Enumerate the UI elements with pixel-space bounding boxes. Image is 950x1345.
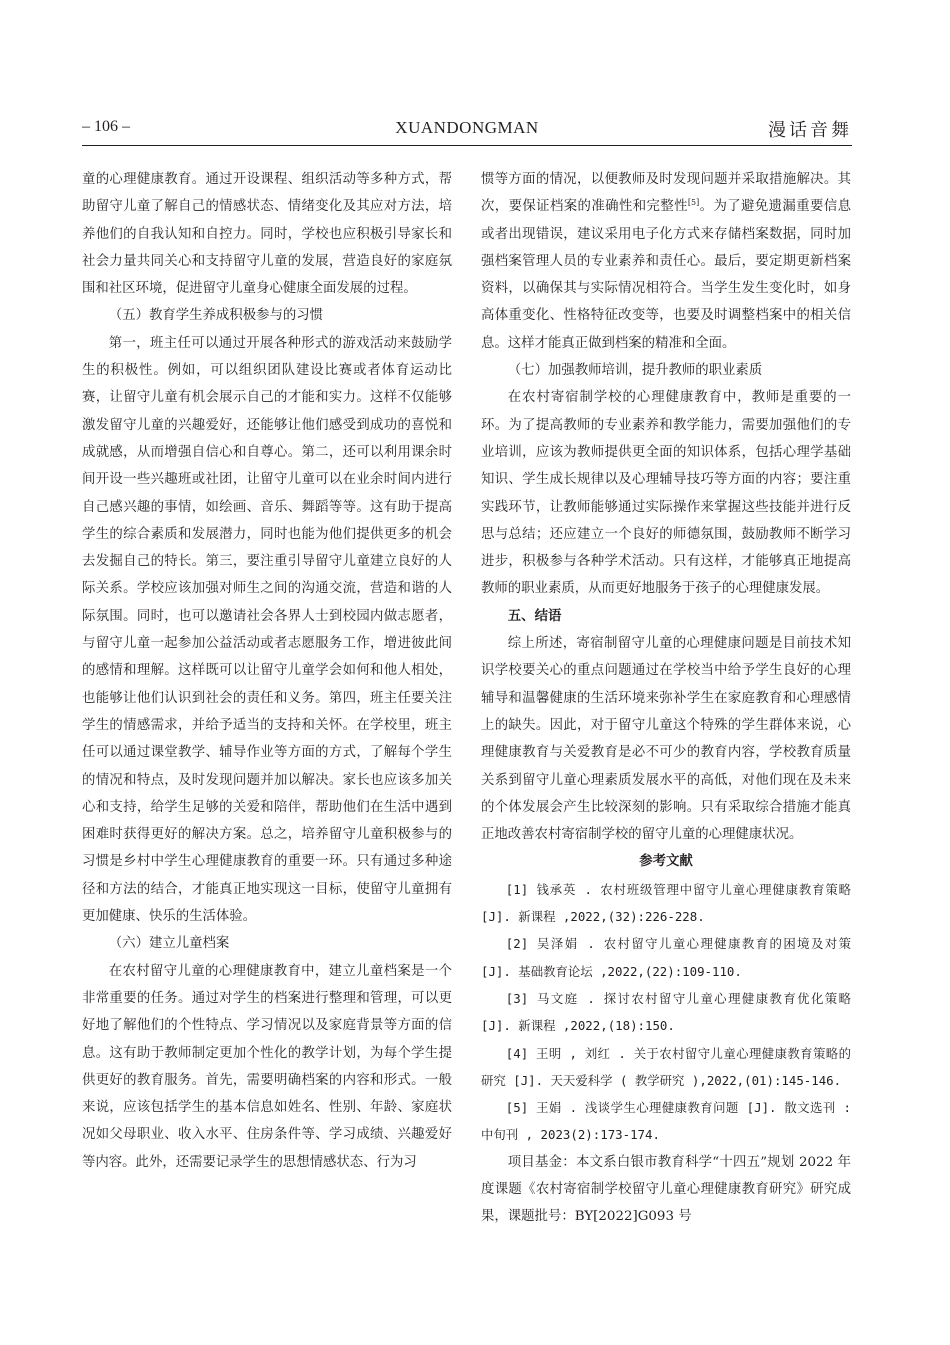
page-header	[82, 118, 852, 142]
section-heading: （七）加强教师培训，提升教师的职业素质	[507, 363, 763, 379]
paragraph: 第一，班主任可以通过开展各种形式的游戏活动来鼓励学生的积极性。例如，可以组织团队建设比赛或者体育运动比赛，让留守儿童有机会展示自己的才能和实力。这样不仅能够激发留守儿童的兴趣爱好，还能够让他们感受到成功的喜悦和成就感，从而增强自信心和自尊心。第二，还可以利用课余时间开设一些兴趣班或社团，让留守儿童可以在业余时间内进行自己感兴趣的事情，如绘画、音乐、舞蹈等等。这有助于提高学生的综合素质和发展潜力，同时也能为他们提供更多的机会去发掘自己的特长。第三，要注重引导留守儿童建立良好的人际关系。学校应该加强对师生之间的沟通交流，营造和谐的人际氛围。同时，也可以邀请社会各界人士到校园内做志愿者，与留守儿童一起参加公益活动或者志愿服务工作，增进彼此间的感情和理解。这样既可以让留守儿童学会如何和他人相处，也能够让他们认识到社会的责任和义务。第四，班主任要关注学生的情感需求，并给予适当的支持和关怀。在学校里，班主任可以通过课堂教学、辅导作业等方面的方式，了解每个学生的情况和特点，及时发现问题并加以解决。家长也应该多加关心和支持，给学生足够的关爱和陪伴，帮助他们在生活中遇到困难时获得更好的解决方案。总之，培养留守儿童积极参与的习惯是乡村中学生心理健康教育的重要一环。只有通过多种途径和方法的结合，才能真正地实现这一目标，使留守儿童拥有更加健康、快乐的生活体验。	[82, 335, 452, 925]
section-title: 漫话音舞	[768, 120, 852, 141]
header-rule	[82, 145, 852, 146]
funding-note: 项目基金：本文系白银市教育科学“十四五”规划 2022 年度课题《农村寄宿制学校留守儿童心理健康教育研究》研究成果，课题批号：BY[2022]G093 号	[481, 1154, 851, 1225]
references-heading: 参考文献	[639, 853, 693, 870]
right-column	[481, 166, 851, 1231]
section-heading: （五）教育学生养成积极参与的习惯	[108, 308, 324, 324]
page-number: – 106 –	[82, 118, 130, 135]
citation-marker: [5]	[687, 198, 700, 208]
reference-item: [4] 王明 , 刘红 . 关于农村留守儿童心理健康教育策略的研究 [J]. 天天爱科学 ( 教学研究 ),2022,(01):145-146.	[481, 1045, 851, 1088]
left-column	[82, 166, 452, 1176]
reference-item: [5] 王娟 . 浅谈学生心理健康教育问题 [J]. 散文选刊 : 中旬刊 , 2023(2):173-174.	[481, 1100, 851, 1143]
paragraph-text: 。为了避免遗漏重要信息或者出现错误，建议采用电子化方式来存储档案数据，同时加强档案管理人员的专业素养和责任心。最后，要定期更新档案资料，以确保其与实际情况相符合。当学生发生变化时，如身高体重变化、性格特征改变等，也要及时调整档案中的相关信息。这样才能真正做到档案的精准和全面。	[481, 199, 852, 351]
section-heading: （六）建立儿童档案	[108, 936, 230, 952]
journal-title: XUANDONGMAN	[395, 118, 539, 137]
paragraph-text: 惯等方面的情况，以便教师及时发现问题并采取措施解决。其次，要保证档案的准确性和完整性	[481, 172, 851, 215]
reference-item: [1] 钱承英 . 农村班级管理中留守儿童心理健康教育策略 [J]. 新课程 ,2022,(32):226-228.	[481, 881, 851, 925]
paragraph	[481, 166, 851, 357]
paragraph: 在农村留守儿童的心理健康教育中，建立儿童档案是一个非常重要的任务。通过对学生的档案进行整理和管理，可以更好地了解他们的个性特点、学习情况以及家庭背景等方面的信息。这有助于教师制定更加个性化的教学计划，为每个学生提供更好的教育服务。首先，需要明确档案的内容和形式。一般来说，应该包括学生的基本信息如姓名、性别、年龄、家庭状况如父母职业、收入水平、住房条件等、学习成绩、兴趣爱好等内容。此外，还需要记录学生的思想情感状态、行为习	[82, 963, 452, 1170]
paragraph: 综上所述，寄宿制留守儿童的心理健康问题是目前技术知识学校要关心的重点问题通过在学校当中给予学生良好的心理辅导和温馨健康的生活环境来弥补学生在家庭教育和心理感情上的缺失。因此，对于留守儿童这个特殊的学生群体来说，心理健康教育与关爱教育是必不可少的教育内容，学校教育质量关系到留守儿童心理素质发展水平的高低，对他们现在及未来的个体发展会产生比较深刻的影响。只有采取综合措施才能真正地改善农村寄宿制学校的留守儿童的心理健康状况。	[481, 636, 851, 843]
reference-item: [3] 马文庭 . 探讨农村留守儿童心理健康教育优化策略 [J]. 新课程 ,2022,(18):150.	[481, 990, 851, 1034]
conclusion-heading: 五、结语	[507, 607, 562, 624]
reference-item: [2] 吴泽娟 . 农村留守儿童心理健康教育的困境及对策 [J]. 基础教育论坛 ,2022,(22):109-110.	[481, 936, 851, 979]
paragraph: 在农村寄宿制学校的心理健康教育中，教师是重要的一环。为了提高教师的专业素养和教学能力，需要加强他们的专业培训，应该为教师提供更全面的知识体系，包括心理学基础知识、学生成长规律以及心理辅导技巧等方面的内容；要注重实践环节，让教师能够通过实际操作来掌握这些技能并进行反思与总结；还应建立一个良好的师德氛围，鼓励教师不断学习进步，积极参与各种学术活动。只有这样，才能够真正地提高教师的职业素质，从而更好地服务于孩子的心理健康发展。	[481, 390, 851, 597]
paragraph: 童的心理健康教育。通过开设课程、组织活动等多种方式，帮助留守儿童了解自己的情感状态、情绪变化及其应对方法，培养他们的自我认知和自控力。同时，学校也应积极引导家长和社会力量共同关心和支持留守儿童的发展，营造良好的家庭氛围和社区环境，促进留守儿童身心健康全面发展的过程。	[82, 172, 452, 297]
